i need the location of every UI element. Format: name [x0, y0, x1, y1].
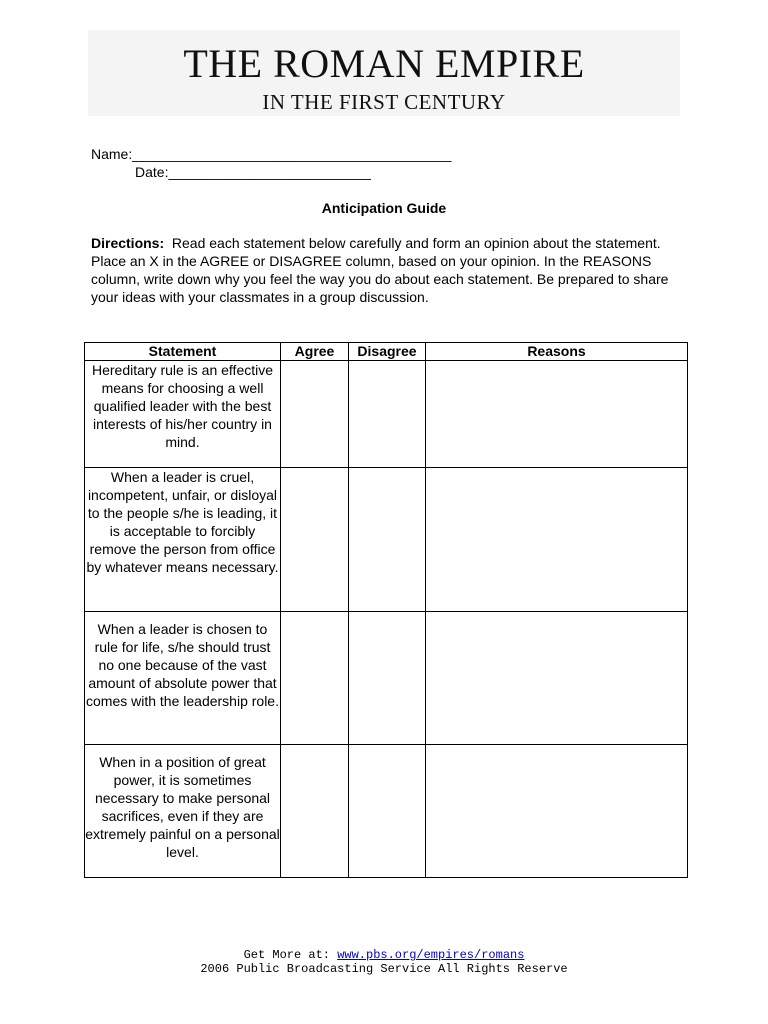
table-row: [85, 612, 688, 745]
directions-text: Read each statement below carefully and form an opinion about the statement. Place an X in the AGREE or DISAGREE column, based on your opinion. In the REASONS column, write down why you feel the way you do about each statement. Be prepared to share your ideas with your classmates in a group discussion.: [91, 235, 669, 305]
footer-prefix: Get More at:: [243, 948, 338, 962]
page-subtitle: IN THE FIRST CENTURY: [262, 90, 506, 114]
footer-link[interactable]: www.pbs.org/empires/romans: [337, 948, 525, 962]
table-row: [85, 745, 688, 878]
statement-cell: Hereditary rule is an effective means for choosing a well qualified leader with the best interests of his/her country in mind.: [85, 361, 281, 468]
guide-title: Anticipation Guide: [321, 200, 447, 216]
date-field[interactable]: Date:__________________________: [135, 164, 371, 180]
footer-line-1: [0, 948, 768, 962]
footer-copyright: 2006 Public Broadcasting Service All Rights Reserve: [200, 962, 568, 976]
agree-cell[interactable]: [281, 361, 349, 468]
name-field[interactable]: Name:_________________________________________: [91, 146, 452, 162]
directions-label: Directions:: [91, 235, 165, 251]
table-header-row: [85, 343, 688, 361]
statement-cell: When a leader is chosen to rule for life, s/he should trust no one because of the vast amount of absolute power that comes with the leadership role.: [85, 612, 281, 745]
header-statement: Statement: [85, 343, 281, 361]
disagree-cell[interactable]: [349, 612, 426, 745]
disagree-cell[interactable]: [349, 361, 426, 468]
table-row: [85, 361, 688, 468]
header-agree: Agree: [281, 343, 349, 361]
reasons-cell[interactable]: [426, 468, 688, 612]
page-title: THE ROMAN EMPIRE: [183, 41, 585, 86]
table-row: [85, 468, 688, 612]
footer: [0, 948, 768, 976]
reasons-cell[interactable]: [426, 612, 688, 745]
disagree-cell[interactable]: [349, 468, 426, 612]
anticipation-table: [84, 342, 688, 878]
statement-cell: When a leader is cruel, incompetent, unfair, or disloyal to the people s/he is leading, it is acceptable to forcibly remove the person from office by whatever means necessary.: [85, 468, 281, 612]
agree-cell[interactable]: [281, 745, 349, 878]
directions-paragraph: [91, 234, 691, 306]
reasons-cell[interactable]: [426, 361, 688, 468]
disagree-cell[interactable]: [349, 745, 426, 878]
header-disagree: Disagree: [349, 343, 426, 361]
statement-cell: When in a position of great power, it is sometimes necessary to make personal sacrifices, even if they are extremely painful on a personal level.: [85, 745, 281, 878]
agree-cell[interactable]: [281, 468, 349, 612]
agree-cell[interactable]: [281, 612, 349, 745]
reasons-cell[interactable]: [426, 745, 688, 878]
header-reasons: Reasons: [426, 343, 688, 361]
